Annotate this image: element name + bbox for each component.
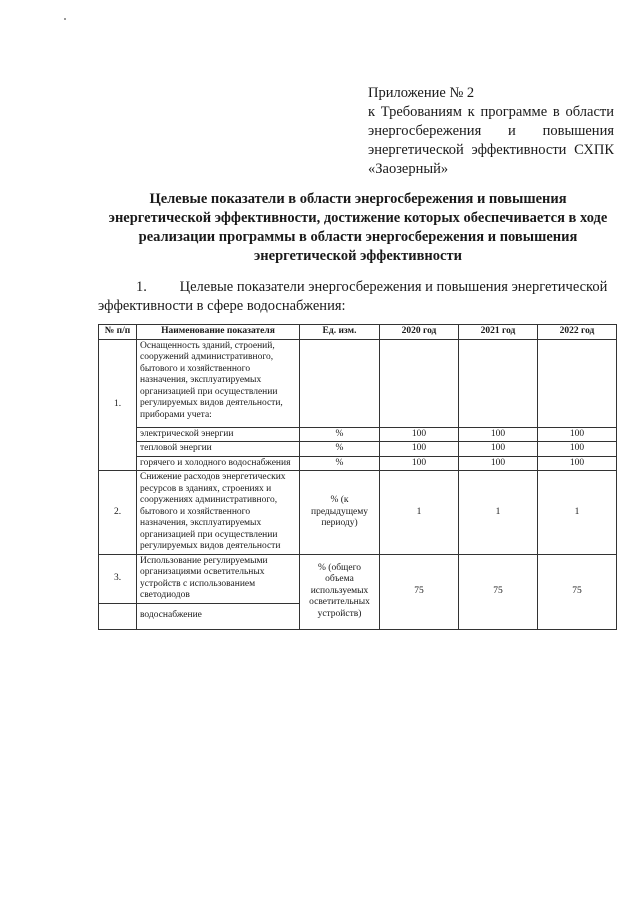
row-2020: 1 xyxy=(380,471,459,555)
row-unit: % (к предыдущему периоду) xyxy=(300,471,380,555)
scan-speck xyxy=(64,18,66,20)
row-num: 2. xyxy=(99,471,137,555)
sub-row-2021: 100 xyxy=(459,442,538,457)
appendix-title: Приложение № 2 xyxy=(368,85,475,101)
row-2021: 75 xyxy=(459,554,538,629)
sub-row-2020: 100 xyxy=(380,442,459,457)
table-row xyxy=(99,427,617,442)
section-text: Целевые показатели энергосбережения и повышения энергетической эффективности в сфере водоснабжения: xyxy=(98,279,608,314)
indicators-table xyxy=(98,324,617,630)
row-num: 1. xyxy=(99,339,137,471)
appendix-body: к Требованиям к программе в области энергосбережения и повышения энергетической эффективности СХПК «Заозерный» xyxy=(368,104,614,177)
sub-row-name: водоснабжение xyxy=(137,603,300,629)
row-2022: 75 xyxy=(538,554,617,629)
appendix-block xyxy=(368,84,614,179)
row-num: 3. xyxy=(99,554,137,603)
header-2021: 2021 год xyxy=(459,325,538,340)
header-2020: 2020 год xyxy=(380,325,459,340)
header-num: № п/п xyxy=(99,325,137,340)
sub-row-2022: 100 xyxy=(538,427,617,442)
row-name: Снижение расходов энергетических ресурсов в зданиях, строениях и сооружениях административного, бытового и хозяйственного назначения, эксплуатируемых организацией при осуществлении регулируемых видов деятельности xyxy=(137,471,300,555)
sub-row-2020: 100 xyxy=(380,427,459,442)
row-2022: 1 xyxy=(538,471,617,555)
sub-row-unit: % xyxy=(300,456,380,471)
document-title: Целевые показатели в области энергосбережения и повышения энергетической эффективности, достижение которых обеспечивается в ходе реализации программы в области энергосбережения и повышения энергетической эффективности xyxy=(108,191,608,264)
row-name: Использование регулируемыми организациями осветительных устройств с использованием светодиодов xyxy=(137,554,300,603)
sub-row-2021: 100 xyxy=(459,427,538,442)
sub-row-name: горячего и холодного водоснабжения xyxy=(137,456,300,471)
section-heading xyxy=(98,278,618,316)
sub-row-unit: % xyxy=(300,427,380,442)
table-row xyxy=(99,442,617,457)
sub-row-2022: 100 xyxy=(538,442,617,457)
header-2022: 2022 год xyxy=(538,325,617,340)
sub-row-2020: 100 xyxy=(380,456,459,471)
row-unit: % (общего объема используемых осветительных устройств) xyxy=(300,554,380,629)
table-header-row xyxy=(99,325,617,340)
sub-row-unit: % xyxy=(300,442,380,457)
sub-row-2021: 100 xyxy=(459,456,538,471)
header-name: Наименование показателя xyxy=(137,325,300,340)
row-name: Оснащенность зданий, строений, сооружений административного, бытового и хозяйственного назначения, эксплуатируемых организацией при осуществлении регулируемых видов деятельности, приборами учета: xyxy=(137,339,300,427)
table-row xyxy=(99,554,617,603)
section-number: 1. xyxy=(136,279,147,295)
row-2020: 75 xyxy=(380,554,459,629)
header-unit: Ед. изм. xyxy=(300,325,380,340)
sub-row-name: тепловой энергии xyxy=(137,442,300,457)
table-row xyxy=(99,456,617,471)
table-row xyxy=(99,471,617,555)
row-2021: 1 xyxy=(459,471,538,555)
sub-row-2022: 100 xyxy=(538,456,617,471)
table-row xyxy=(99,339,617,427)
sub-row-name: электрической энергии xyxy=(137,427,300,442)
